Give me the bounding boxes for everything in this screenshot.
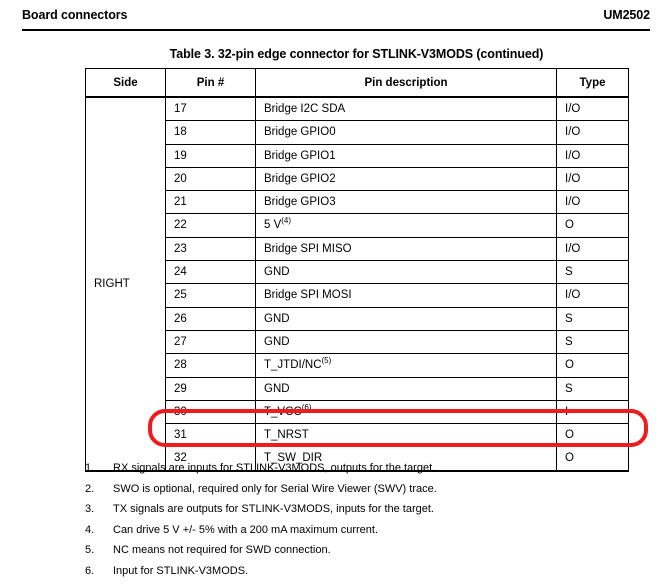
pin-description-text: T_VCC	[264, 405, 302, 418]
page-header	[22, 8, 650, 30]
pin-type-cell: O	[557, 354, 629, 377]
table-row	[86, 121, 629, 144]
footnote-text: TX signals are outputs for STLINK-V3MODS, inputs for the target.	[113, 503, 434, 515]
pin-description-text: GND	[264, 312, 290, 325]
pin-description-cell	[256, 330, 557, 353]
pin-number-cell: 22	[166, 214, 256, 237]
footnote-reference: (5)	[321, 356, 332, 366]
footnote-item	[85, 524, 645, 537]
table-caption: Table 3. 32-pin edge connector for STLINK-V3MODS (continued)	[169, 47, 544, 61]
pin-type-cell: I/O	[557, 284, 629, 307]
footnote-number: 3.	[85, 503, 95, 515]
footnote-item	[85, 503, 645, 516]
table-row	[86, 400, 629, 423]
pin-description-text: Bridge GPIO0	[264, 126, 336, 139]
column-header-pin-number: Pin #	[166, 69, 256, 98]
header-divider	[22, 29, 650, 31]
footnote-item	[85, 483, 645, 496]
pin-number-cell: 23	[166, 237, 256, 260]
pin-description-cell	[256, 377, 557, 400]
pin-description-text: GND	[264, 335, 290, 348]
pin-number-cell: 32	[166, 447, 256, 471]
table-row	[86, 237, 629, 260]
pin-type-cell: S	[557, 307, 629, 330]
pin-description-text: 5 V	[264, 219, 282, 232]
footnote-text: Input for STLINK-V3MODS.	[113, 564, 249, 577]
pin-number-cell: 28	[166, 354, 256, 377]
pin-description-text: Bridge SPI MISO	[264, 242, 352, 255]
table-row	[86, 191, 629, 214]
footnote-number: 6.	[85, 564, 95, 577]
pin-description-text: GND	[264, 382, 290, 395]
pin-description-text: T_JTDI/NC	[264, 359, 322, 372]
pin-description-cell	[256, 144, 557, 167]
footnote-list	[85, 462, 645, 585]
footnote-number: 2.	[85, 482, 95, 495]
table-row	[86, 167, 629, 190]
table-row	[86, 214, 629, 237]
pin-description-text: Bridge I2C SDA	[264, 103, 346, 115]
footnote-item	[85, 565, 645, 578]
footnote-reference: (4)	[281, 216, 292, 226]
footnote-text: RX signals are inputs for STLINK-V3MODS, outputs for the target.	[113, 462, 436, 474]
pin-description-cell	[256, 191, 557, 214]
pin-number-cell: 29	[166, 377, 256, 400]
pin-type-cell: O	[557, 447, 629, 471]
pin-description-cell	[256, 121, 557, 144]
pin-description-text: T_SW_DIR	[264, 452, 323, 465]
footnote-item	[85, 544, 645, 557]
pin-description-text: GND	[264, 266, 290, 279]
column-header-pin-description: Pin description	[256, 69, 557, 98]
pin-description-text: Bridge GPIO2	[264, 172, 336, 185]
table-row	[86, 307, 629, 330]
pin-number-cell: 24	[166, 261, 256, 284]
pin-type-cell: I/O	[557, 144, 629, 167]
table-row	[86, 97, 629, 121]
pin-type-cell: I/O	[557, 167, 629, 190]
pin-number-cell: 30	[166, 400, 256, 423]
pin-description-text: Bridge GPIO1	[264, 149, 336, 162]
pin-description-cell	[256, 167, 557, 190]
pin-number-cell: 26	[166, 307, 256, 330]
pin-type-cell: O	[557, 424, 629, 447]
column-header-type: Type	[557, 69, 629, 98]
table-row	[86, 354, 629, 377]
footnote-text: SWO is optional, required only for Serial Wire Viewer (SWV) trace.	[113, 482, 437, 495]
table-body	[86, 97, 629, 471]
pin-description-text: Bridge GPIO3	[264, 196, 336, 209]
pin-connector-table	[85, 68, 629, 472]
pin-description-text: Bridge SPI MOSI	[264, 289, 352, 302]
pin-number-cell: 20	[166, 167, 256, 190]
table-row	[86, 284, 629, 307]
footnote-reference: (6)	[301, 403, 312, 413]
pin-type-cell: S	[557, 261, 629, 284]
pin-description-cell	[256, 214, 557, 237]
column-header-side: Side	[86, 69, 166, 98]
pin-type-cell: I/O	[557, 191, 629, 214]
pin-number-cell: 25	[166, 284, 256, 307]
table-header-row	[86, 69, 629, 98]
pin-type-cell: I/O	[557, 97, 629, 121]
table-row	[86, 144, 629, 167]
table-row	[86, 377, 629, 400]
pin-number-cell: 21	[166, 191, 256, 214]
pin-type-cell: S	[557, 377, 629, 400]
pin-description-cell	[256, 261, 557, 284]
pin-description-cell	[256, 97, 557, 121]
pin-description-text: T_NRST	[264, 429, 309, 442]
footnote-number: 4.	[85, 523, 95, 536]
pin-type-cell: I/O	[557, 121, 629, 144]
table-row	[86, 424, 629, 447]
footnote-number: 1.	[85, 462, 95, 474]
pin-number-cell: 19	[166, 144, 256, 167]
footnote-text: Can drive 5 V +/- 5% with a 200 mA maximum current.	[113, 523, 379, 536]
pin-type-cell: S	[557, 330, 629, 353]
pin-description-cell	[256, 354, 557, 377]
footnote-number: 5.	[85, 544, 95, 556]
footnote-text: NC means not required for SWD connection.	[113, 544, 331, 556]
pin-number-cell: 18	[166, 121, 256, 144]
header-document-number: UM2502	[603, 8, 650, 22]
pin-description-cell	[256, 237, 557, 260]
table-row	[86, 261, 629, 284]
pin-type-cell: I/O	[557, 237, 629, 260]
table-row	[86, 330, 629, 353]
pin-number-cell: 27	[166, 330, 256, 353]
pin-description-cell	[256, 284, 557, 307]
side-label-cell: RIGHT	[86, 97, 166, 471]
pin-description-cell	[256, 400, 557, 423]
pin-description-cell	[256, 307, 557, 330]
pin-number-cell: 17	[166, 97, 256, 121]
footnote-item	[85, 462, 645, 475]
pin-description-cell	[256, 424, 557, 447]
pin-number-cell: 31	[166, 424, 256, 447]
pin-type-cell: I	[557, 400, 629, 423]
header-section-title: Board connectors	[22, 8, 128, 22]
pin-type-cell: O	[557, 214, 629, 237]
